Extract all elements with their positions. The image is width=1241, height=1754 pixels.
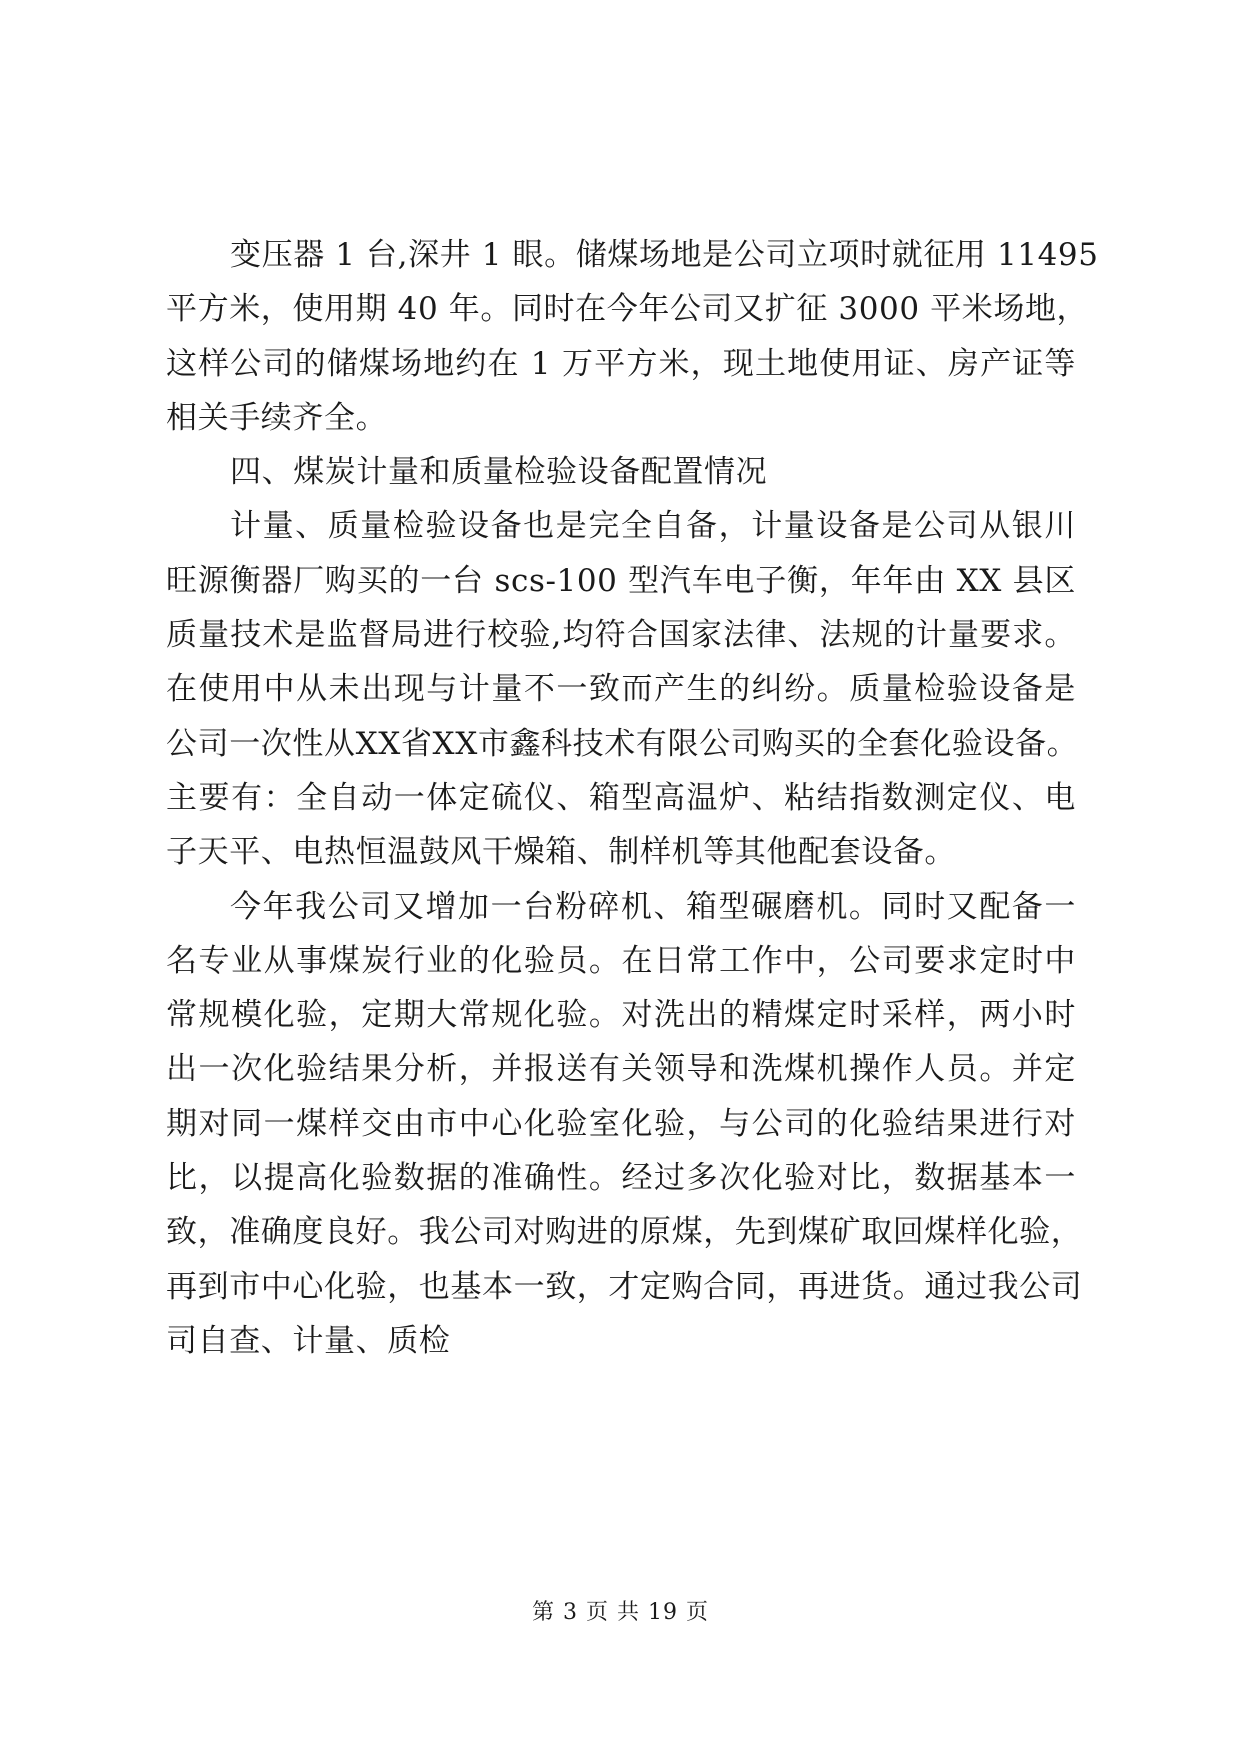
paragraph-line: 今年我公司又增加一台粉碎机、箱型碾磨机。同时又配备一 [230,888,1076,925]
paragraph-line: 致，准确度良好。我公司对购进的原煤，先到煤矿取回煤样化验， [166,1214,1083,1251]
section-heading: 四、煤炭计量和质量检验设备配置情况 [230,454,768,491]
document-body [166,228,1099,1368]
paragraph-line: 这样公司的储煤场地约在 1 万平方米，现土地使用证、房产证等 [166,345,1076,382]
paragraph-line: 公司一次性从XX省XX市鑫科技术有限公司购买的全套化验设备。 [166,725,1079,762]
paragraph-line: 子天平、电热恒温鼓风干燥箱、制样机等其他配套设备。 [166,834,956,871]
paragraph-line: 期对同一煤样交由市中心化验室化验，与公司的化验结果进行对 [166,1105,1076,1142]
paragraph-line: 旺源衡器厂购买的一台 scs-100 型汽车电子衡，年年由 XX 县区 [166,562,1076,599]
paragraph-line: 在使用中从未出现与计量不一致而产生的纠纷。质量检验设备是 [166,671,1076,708]
paragraph-line: 常规模化验，定期大常规化验。对洗出的精煤定时采样，两小时 [166,997,1076,1034]
paragraph-line: 相关手续齐全。 [166,399,388,436]
page-number-footer: 第 3 页 共 19 页 [532,1600,709,1625]
paragraph-line: 再到市中心化验，也基本一致，才定购合同，再进货。通过我公司 [166,1268,1083,1305]
paragraph-line: 出一次化验结果分析，并报送有关领导和洗煤机操作人员。并定 [166,1051,1076,1088]
paragraph-line: 变压器 1 台,深井 1 眼。储煤场地是公司立项时就征用 11495 [230,237,1099,273]
paragraph-line: 质量技术是监督局进行校验,均符合国家法律、法规的计量要求。 [166,617,1076,654]
paragraph-line: 计量、质量检验设备也是完全自备，计量设备是公司从银川 [230,508,1076,545]
paragraph-line: 司自查、计量、质检 [166,1322,451,1359]
paragraph-line: 名专业从事煤炭行业的化验员。在日常工作中，公司要求定时中 [166,942,1076,979]
paragraph-line: 比，以提高化验数据的准确性。经过多次化验对比，数据基本一 [166,1160,1076,1197]
paragraph-line: 平方米，使用期 40 年。同时在今年公司又扩征 3000 平米场地， [166,291,1089,328]
paragraph-line: 主要有：全自动一体定硫仪、箱型高温炉、粘结指数测定仪、电 [166,779,1076,816]
